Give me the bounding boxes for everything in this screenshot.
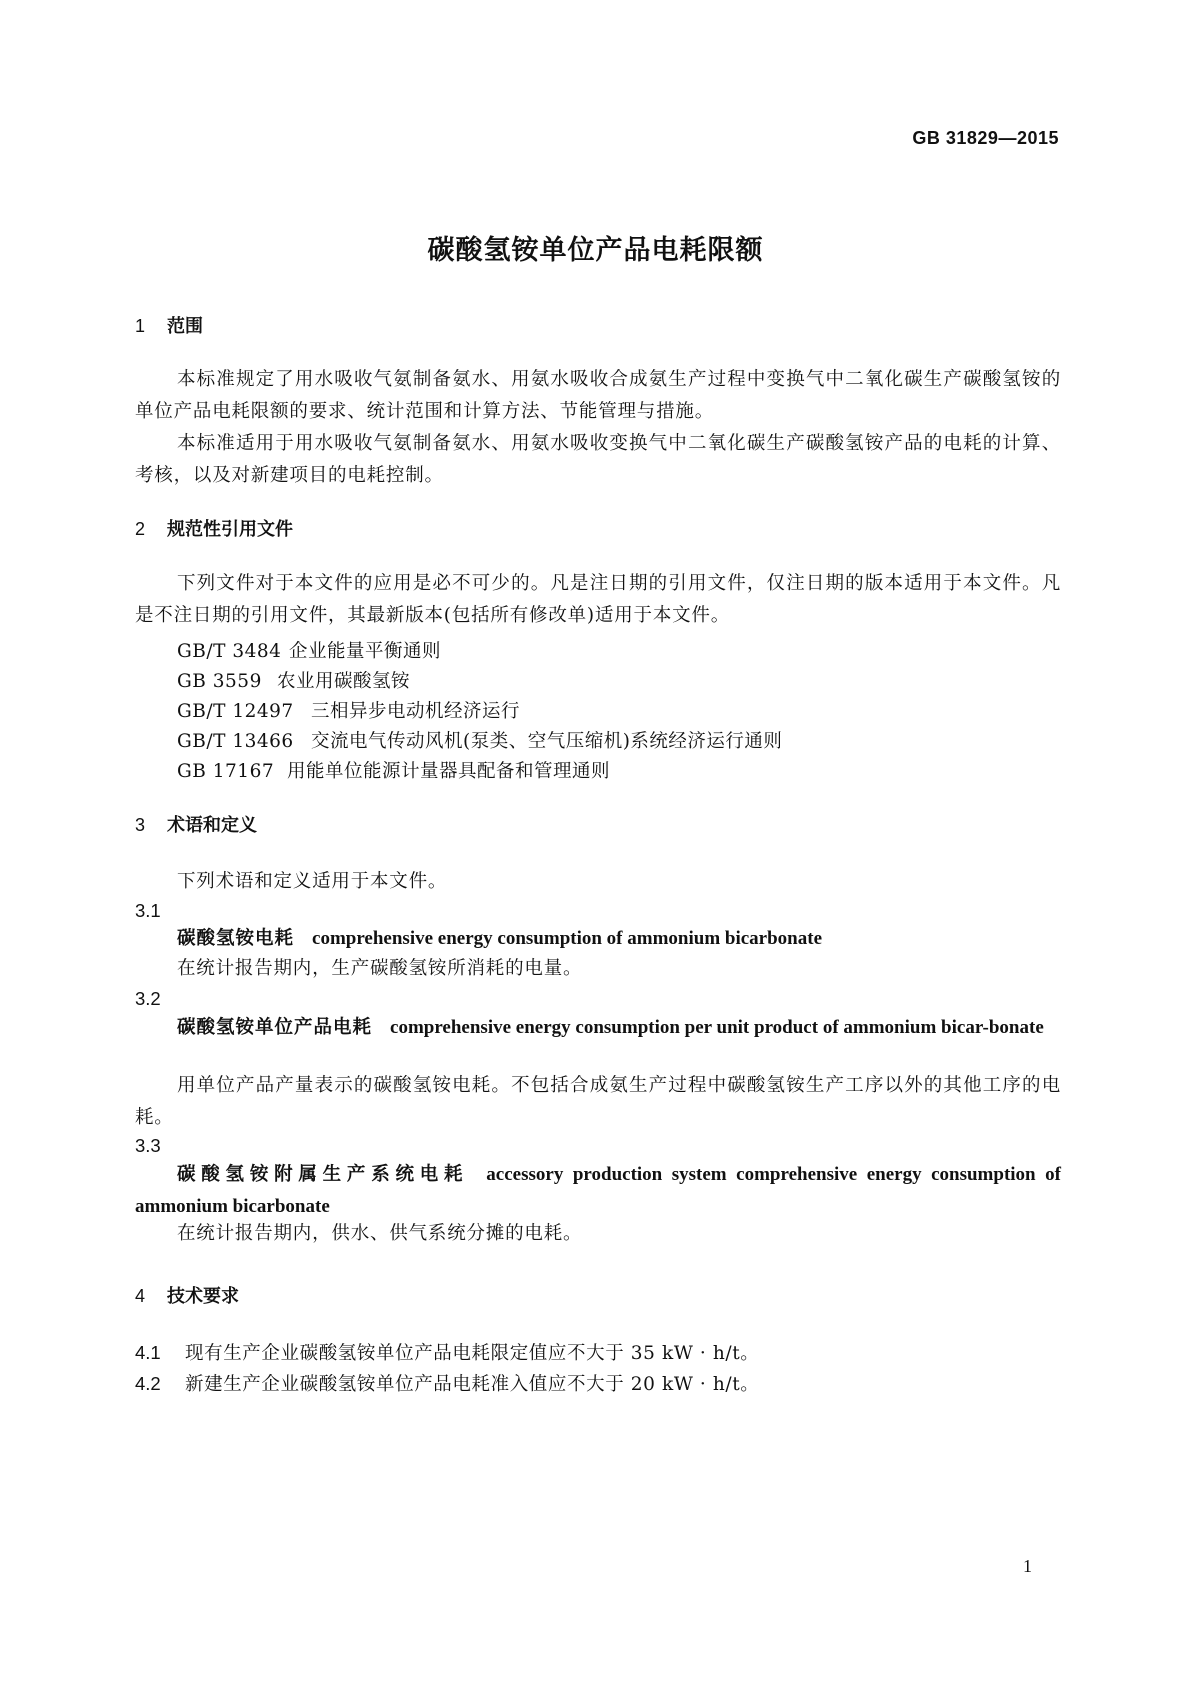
reference-title: 三相异步电动机经济运行 (311, 701, 521, 722)
term-chinese: 碳酸氢铵单位产品电耗 (177, 1017, 373, 1038)
reference-code: GB/T 3484 (177, 641, 282, 662)
term-chinese: 碳酸氢铵电耗 (177, 928, 295, 949)
reference-title: 企业能量平衡通则 (289, 641, 442, 662)
requirement-item (135, 1339, 759, 1365)
reference-item (177, 637, 441, 663)
requirement-number: 4.2 (135, 1373, 161, 1394)
reference-item (177, 757, 610, 783)
reference-item (177, 727, 782, 753)
section-number: 4 (135, 1286, 146, 1306)
section-1-paragraph-2: 本标准适用于用水吸收气氨制备氨水、用氨水吸收变换气中二氧化碳生产碳酸氢铵产品的电耗的计算、考核，以及对新建项目的电耗控制。 (135, 433, 1061, 486)
section-1-heading (135, 312, 203, 338)
term-number: 3.3 (135, 1135, 161, 1156)
reference-code: GB 3559 (177, 671, 262, 692)
term-chinese: 碳酸氢铵附属生产系统电耗 (177, 1164, 469, 1185)
section-number: 2 (135, 519, 146, 539)
reference-code: GB/T 12497 (177, 701, 294, 722)
reference-code: GB 17167 (177, 761, 275, 782)
term-definition: 在统计报告期内，供水、供气系统分摊的电耗。 (177, 1223, 583, 1244)
section-2-heading (135, 515, 293, 541)
requirement-number: 4.1 (135, 1342, 161, 1363)
standard-code: GB 31829—2015 (912, 128, 1059, 148)
section-1-paragraph-1: 本标准规定了用水吸收气氨制备氨水、用氨水吸收合成氨生产过程中变换气中二氧化碳生产碳酸氢铵的单位产品电耗限额的要求、统计范围和计算方法、节能管理与措施。 (135, 369, 1061, 422)
term-english: comprehensive energy consumption per unit product of ammonium bicar-bonate (390, 1017, 1044, 1038)
section-4-heading (135, 1282, 239, 1308)
term-number: 3.2 (135, 988, 161, 1009)
reference-item (177, 697, 520, 723)
term-number: 3.1 (135, 900, 161, 921)
section-number: 1 (135, 316, 146, 336)
requirement-item (135, 1370, 759, 1396)
requirement-text: 新建生产企业碳酸氢铵单位产品电耗准入值应不大于 20 kW · h/t。 (185, 1374, 760, 1395)
section-2-intro: 下列文件对于本文件的应用是必不可少的。凡是注日期的引用文件，仅注日期的版本适用于本文件。凡是不注日期的引用文件，其最新版本(包括所有修改单)适用于本文件。 (135, 573, 1061, 626)
section-number: 3 (135, 815, 146, 835)
section-title: 技术要求 (167, 1286, 239, 1307)
reference-item (177, 667, 410, 693)
document-title: 碳酸氢铵单位产品电耗限额 (427, 235, 764, 266)
term-definition: 用单位产品产量表示的碳酸氢铵电耗。不包括合成氨生产过程中碳酸氢铵生产工序以外的其他工序的电耗。 (135, 1075, 1061, 1128)
section-title: 术语和定义 (167, 815, 257, 836)
section-3-heading (135, 811, 257, 837)
term-entry (135, 1012, 1061, 1044)
term-english: comprehensive energy consumption of ammonium bicarbonate (312, 928, 823, 949)
requirement-text: 现有生产企业碳酸氢铵单位产品电耗限定值应不大于 35 kW · h/t。 (185, 1343, 760, 1364)
section-title: 规范性引用文件 (167, 519, 293, 540)
page-number: 1 (1023, 1556, 1032, 1576)
term-entry (135, 923, 1061, 955)
term-entry (135, 1159, 1061, 1223)
section-3-intro: 下列术语和定义适用于本文件。 (177, 871, 448, 892)
reference-code: GB/T 13466 (177, 731, 294, 752)
reference-title: 交流电气传动风机(泵类、空气压缩机)系统经济运行通则 (311, 731, 783, 752)
term-english: accessory production system comprehensive energy consumption of ammonium bicarbonate (135, 1164, 1061, 1217)
reference-title: 农业用碳酸氢铵 (277, 671, 411, 692)
section-title: 范围 (167, 316, 203, 337)
term-definition: 在统计报告期内，生产碳酸氢铵所消耗的电量。 (177, 958, 583, 979)
reference-title: 用能单位能源计量器具配备和管理通则 (287, 761, 611, 782)
